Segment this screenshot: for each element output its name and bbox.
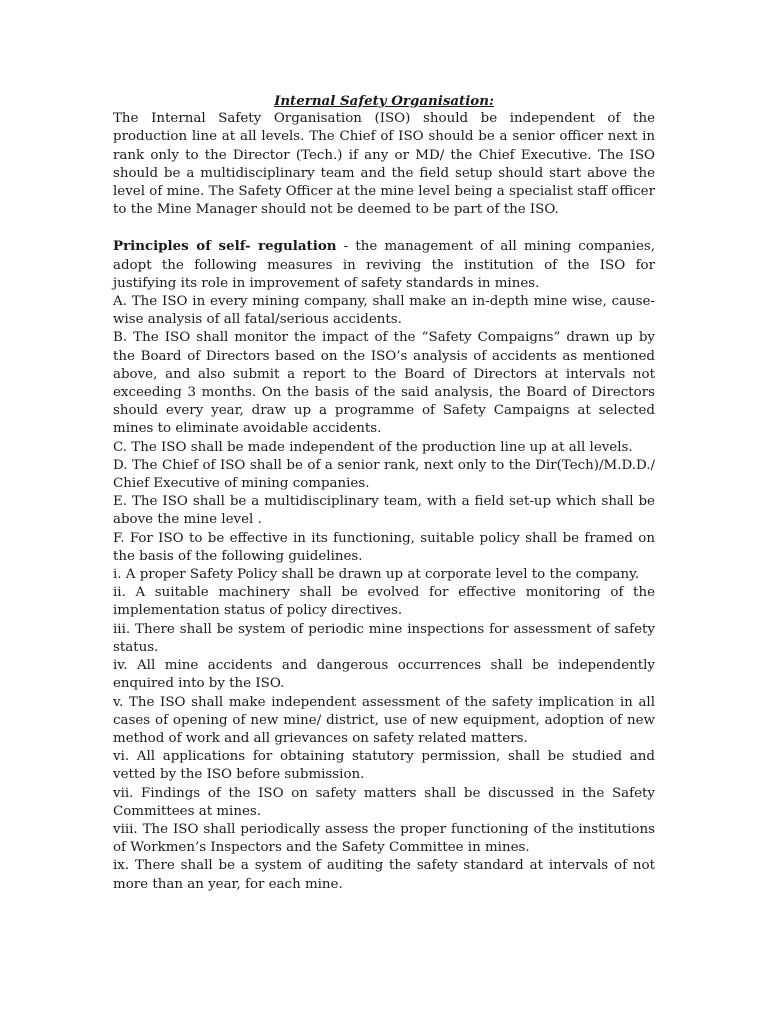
intro-paragraph: The Internal Safety Organisation (ISO) should be independent of the production line at all levels. The Chief of ISO should be a senior officer next in rank only to the Director (Tech.) if any or MD/ the Chief Executive. The ISO should be a multidisciplinary team and the field setup should start above the level of mine. The Safety Officer at the mine level being a specialist staff officer to the Mine Manager should not be deemed to be part of the ISO. (113, 111, 655, 218)
item-f: F. For ISO to be effective in its functioning, suitable policy shall be framed on the basis of the following guidelines. (113, 530, 655, 564)
item-iii: iii. There shall be system of periodic mine inspections for assessment of safety status. (113, 621, 655, 655)
document-title: Internal Safety Organisation: (274, 93, 494, 109)
item-e: E. The ISO shall be a multidisciplinary team, with a field set-up which shall be above the mine level . (113, 494, 655, 528)
item-vi: vi. All applications for obtaining statutory permission, shall be studied and vetted by the ISO before submission. (113, 749, 655, 783)
document-page (113, 92, 655, 894)
item-c: C. The ISO shall be made independent of the production line up at all levels. (113, 439, 633, 455)
principles-paragraph (113, 237, 655, 293)
item-d: D. The Chief of ISO shall be of a senior rank, next only to the Dir(Tech)/M.D.D./ Chief Executive of mining companies. (113, 457, 655, 492)
principles-heading: Principles of self- regulation (113, 238, 337, 255)
item-viii: viii. The ISO shall periodically assess the proper functioning of the institutions of Workmen’s Inspectors and the Safety Committee in mines. (113, 821, 655, 856)
item-ii: ii. A suitable machinery shall be evolved for effective monitoring of the implementation status of policy directives. (113, 585, 655, 619)
item-v: v. The ISO shall make independent assessment of the safety implication in all cases of opening of new mine/ district, use of new equipment, adoption of new method of work and all grievances on safety related matters. (113, 694, 655, 746)
item-i: i. A proper Safety Policy shall be drawn up at corporate level to the company. (113, 567, 640, 583)
item-ix: ix. There shall be a system of auditing the safety standard at intervals of not more than an year, for each mine. (113, 858, 655, 892)
item-iv: iv. All mine accidents and dangerous occurrences shall be independently enquired into by the ISO. (113, 658, 655, 692)
item-b: B. The ISO shall monitor the impact of the “Safety Compaigns” drawn up by the Board of Directors based on the ISO’s analysis of accidents as mentioned above, and also submit a report to the Board of Directors at intervals not exceeding 3 months. On the basis of the said analysis, the Board of Directors should every year, draw up a programme of Safety Campaigns at selected mines to eliminate avoidable accidents. (113, 330, 655, 437)
principles-text: - the management of all mining companies, adopt the following measures in reviving the institution of the ISO for justifying its role in improvement of safety standards in mines. (113, 239, 656, 291)
item-a: A. The ISO in every mining company, shall make an in-depth mine wise, cause-wise analysis of all fatal/serious accidents. (113, 294, 655, 328)
item-vii: vii. Findings of the ISO on safety matters shall be discussed in the Safety Committees at mines. (113, 785, 655, 819)
paragraph-spacer (113, 219, 655, 237)
